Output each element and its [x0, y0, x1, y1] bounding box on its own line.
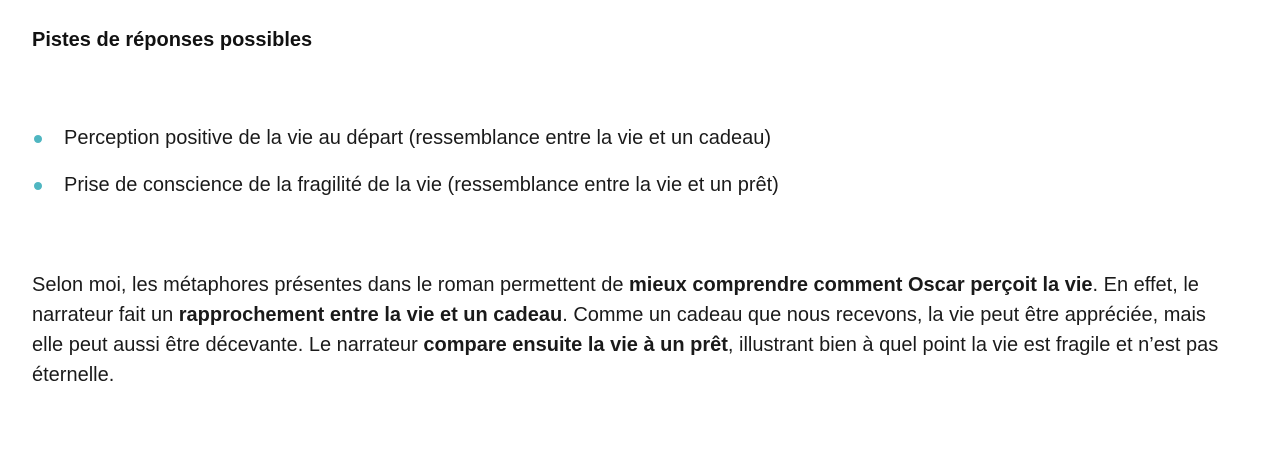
answer-paragraph: [32, 270, 1242, 390]
paragraph-text: Selon moi, les métaphores présentes dans le roman permettent de: [32, 274, 629, 296]
bullet-list: [32, 124, 779, 218]
paragraph-emphasis: compare ensuite la vie à un prêt: [423, 334, 728, 356]
bullet-dot-icon: [34, 182, 42, 190]
bullet-dot-icon: [34, 135, 42, 143]
paragraph-text: . En effet, le narrateur fait un: [32, 274, 1199, 326]
paragraph-text: . Comme un cadeau que nous recevons, la vie peut être appréciée, mais elle peut aussi être décevante. Le narrateur: [32, 304, 1206, 356]
list-item-text: Perception positive de la vie au départ (ressemblance entre la vie et un cadeau): [64, 127, 772, 149]
list-item: [32, 171, 779, 199]
list-item: [32, 124, 779, 152]
paragraph-emphasis: rapprochement entre la vie et un cadeau: [178, 304, 563, 326]
paragraph-text: , illustrant bien à quel point la vie est fragile et n’est pas éternelle.: [32, 334, 1219, 386]
paragraph-emphasis: mieux comprendre comment Oscar perçoit la vie: [629, 274, 1093, 296]
list-item-text: Prise de conscience de la fragilité de la vie (ressemblance entre la vie et un prêt): [64, 174, 779, 196]
document-body: [32, 26, 1242, 386]
section-title: Pistes de réponses possibles: [32, 29, 313, 51]
